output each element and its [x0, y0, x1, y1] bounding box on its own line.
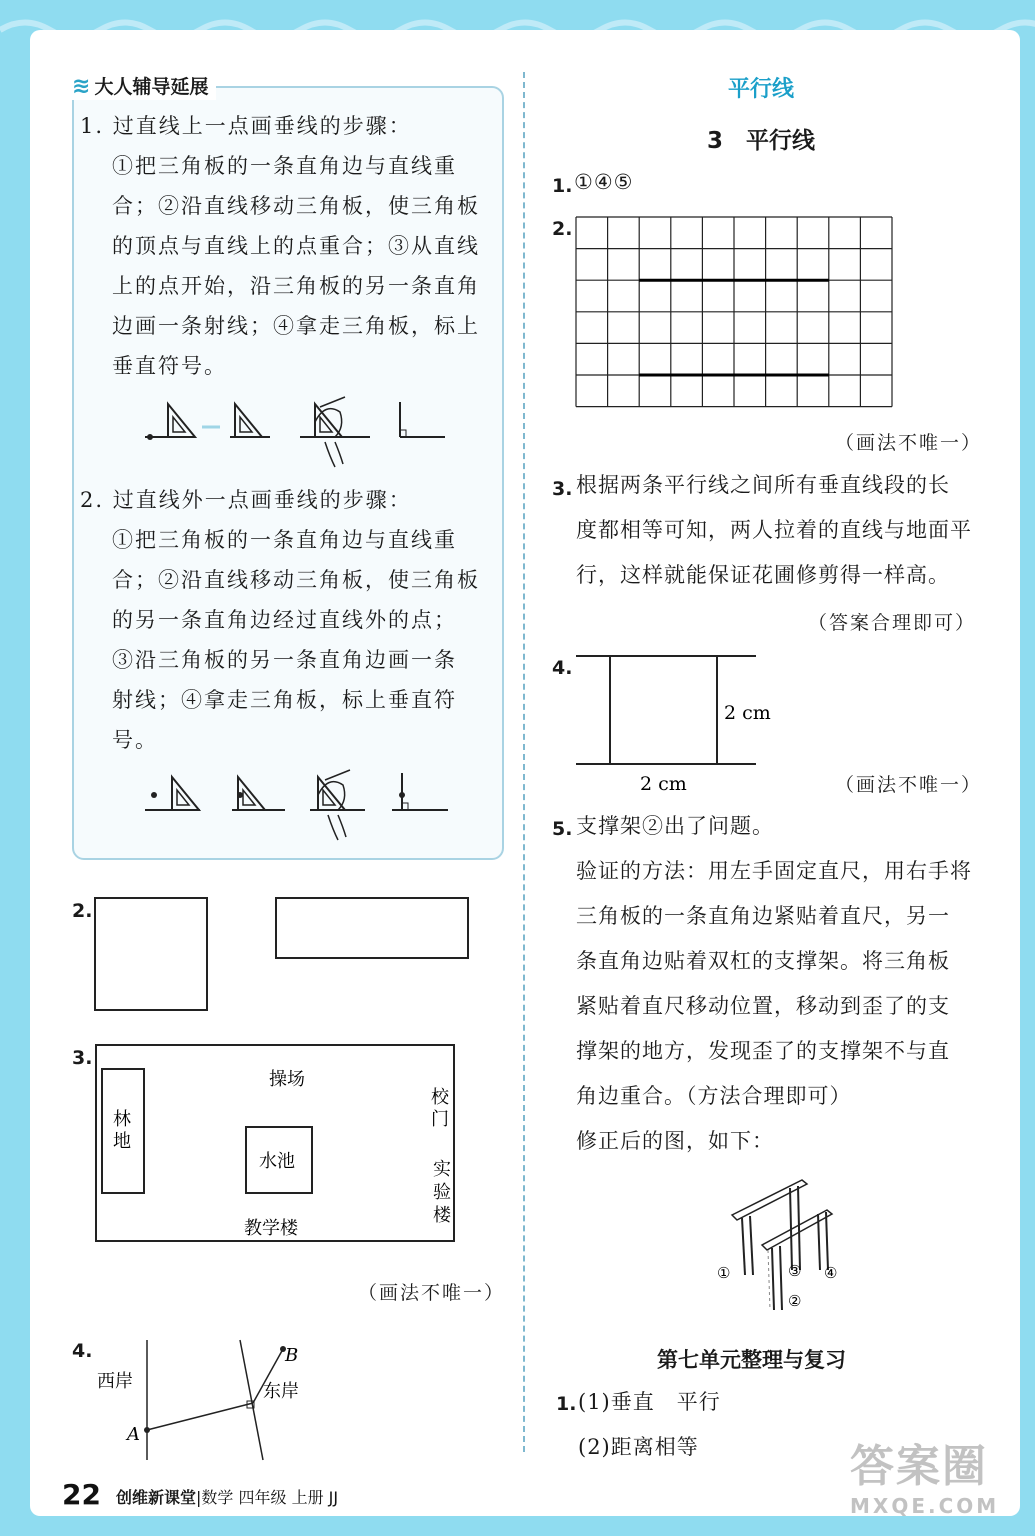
point-b-label: B — [285, 1345, 299, 1366]
tip1-paragraph — [80, 106, 480, 386]
parallel-bars-illustration — [712, 1170, 852, 1315]
q3-note: （画法不唯一） — [358, 1282, 506, 1304]
q2-rectangle — [275, 897, 469, 959]
bar-mark-2: ② — [788, 1292, 802, 1310]
review-title: 第七单元整理与复习 — [657, 1348, 846, 1372]
tip1-line: 的顶点与直线上的点重合；③从直线 — [112, 234, 480, 258]
map-label-east-bank: 东岸 — [263, 1381, 299, 1402]
tip1-line: 1. 过直线上一点画垂线的步骤： — [80, 114, 412, 138]
r-q2-note: （画法不唯一） — [835, 432, 983, 454]
tip-title-text: 大人辅导延展 — [94, 76, 209, 98]
q2-square — [94, 897, 208, 1011]
r-q4-diagram — [574, 650, 794, 795]
tip1-line: 垂直符号。 — [112, 354, 227, 378]
review-q1-a: (1)垂直 平行 — [578, 1390, 721, 1414]
r-q1-answer: ①④⑤ — [574, 170, 634, 194]
tip-title — [68, 74, 216, 100]
footer-subject: |数学 四年级 上册 JJ — [196, 1488, 339, 1507]
map-label-west-bank: 西岸 — [97, 1371, 133, 1392]
footer-brand: 创维新课堂 — [116, 1488, 197, 1507]
tip1-diagram — [140, 392, 460, 472]
dim-label-vertical: 2 cm — [724, 702, 771, 724]
map-label-gate: 校 — [431, 1087, 449, 1108]
r-q5-label: 5. — [552, 818, 573, 840]
r-q5-line: 条直角边贴着双杠的支撑架。将三角板 — [576, 949, 950, 973]
watermark-url: MXQE.COM — [850, 1494, 1000, 1518]
r-q3-line: 行，这样就能保证花圃修剪得一样高。 — [576, 563, 950, 587]
r-q3-line: 度都相等可知，两人拉着的直线与地面平 — [576, 518, 972, 542]
watermark-text: 答案圈 — [850, 1441, 988, 1492]
tip2-line: 射线；④拿走三角板，标上垂直符 — [112, 688, 457, 712]
q4-river-diagram — [95, 1335, 335, 1465]
r-q2-label: 2. — [552, 218, 573, 240]
map-label-lab: 实 — [433, 1159, 451, 1180]
q2-label: 2. — [72, 900, 93, 922]
r-q1-label: 1. — [552, 175, 573, 197]
r-q5-line: 支撑架②出了问题。 — [576, 814, 774, 838]
q4-label: 4. — [72, 1340, 93, 1362]
map-label-teaching: 教学楼 — [244, 1218, 298, 1239]
point-a-label: A — [127, 1424, 140, 1445]
dim-label-horizontal: 2 cm — [640, 773, 687, 795]
r-q5-line: 紧贴着直尺移动位置，移动到歪了的支 — [576, 994, 950, 1018]
footer-info — [116, 1485, 338, 1508]
r-q3-text — [576, 463, 972, 598]
map-label-gate: 门 — [431, 1109, 449, 1130]
review-q1-b: (2)距离相等 — [578, 1435, 699, 1459]
r-q4-note: （画法不唯一） — [835, 774, 983, 796]
tip2-line: 号。 — [112, 728, 158, 752]
r-q3-label: 3. — [552, 478, 573, 500]
bar-mark-3: ③ — [788, 1262, 802, 1280]
r-q5-line: 三角板的一条直角边紧贴着直尺，另一 — [576, 904, 950, 928]
approx-wave-icon: ≋ — [72, 74, 91, 99]
tip2-line: ③沿三角板的另一条直角边画一条 — [112, 648, 457, 672]
map-label-woods: 林 — [113, 1109, 131, 1130]
tip2-line: 合；②沿直线移动三角板，使三角板 — [112, 568, 480, 592]
tip2-line: 2. 过直线外一点画垂线的步骤： — [80, 488, 412, 512]
page-number: 22 — [62, 1478, 101, 1511]
tip2-paragraph — [80, 480, 480, 760]
tip1-line: 边画一条射线；④拿走三角板，标上 — [112, 314, 480, 338]
r-q5-line: 角边重合。（方法合理即可） — [576, 1084, 852, 1108]
r-q3-line: 根据两条平行线之间所有垂直线段的长 — [576, 473, 950, 497]
r-q5-text — [576, 804, 972, 1164]
q3-label: 3. — [72, 1047, 93, 1069]
tip2-line: 的另一条直角边经过直线外的点； — [112, 608, 457, 632]
map-label-woods: 地 — [113, 1131, 131, 1152]
r-q5-line: 验证的方法：用左手固定直尺，用右手将 — [576, 859, 972, 883]
q3-campus-map — [94, 1043, 458, 1245]
review-q1-label: 1. — [556, 1393, 577, 1415]
tip2-line: ①把三角板的一条直角边与直线重 — [112, 528, 457, 552]
column-divider — [523, 72, 525, 1452]
r-q5-line: 撑架的地方，发现歪了的支撑架不与直 — [576, 1039, 950, 1063]
map-label-playground: 操场 — [269, 1069, 305, 1090]
r-q4-label: 4. — [552, 657, 573, 679]
section-title: 3 平行线 — [707, 128, 816, 154]
header-title: 平行线 — [728, 77, 795, 102]
r-q5-line: 修正后的图，如下： — [576, 1129, 774, 1153]
tip1-line: ①把三角板的一条直角边与直线重 — [112, 154, 457, 178]
tip1-line: 上的点开始，沿三角板的另一条直角 — [112, 274, 480, 298]
watermark-logo — [850, 1430, 1020, 1530]
bar-mark-1: ① — [717, 1264, 731, 1282]
tip2-diagram — [140, 765, 460, 845]
r-q2-grid — [575, 216, 897, 411]
r-q3-note: （答案合理即可） — [808, 612, 977, 634]
bar-mark-4: ④ — [824, 1264, 838, 1282]
map-label-lab: 楼 — [433, 1205, 451, 1226]
tip1-line: 合；②沿直线移动三角板，使三角板 — [112, 194, 480, 218]
map-label-pond: 水池 — [259, 1151, 295, 1172]
map-label-lab: 验 — [433, 1182, 451, 1203]
